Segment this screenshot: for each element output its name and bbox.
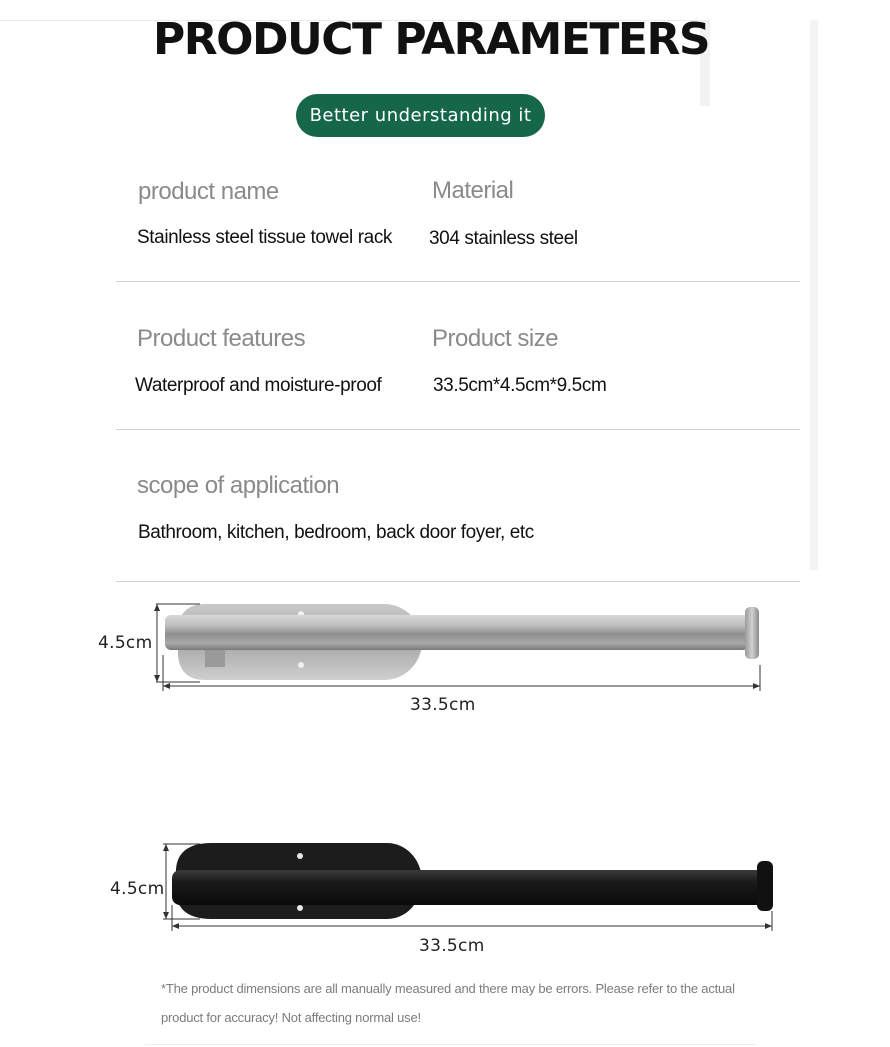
param-value-product-name: Stainless steel tissue towel rack — [137, 227, 393, 248]
param-value-features: Waterproof and moisture-proof — [135, 375, 382, 396]
width-dimension-label: 33.5cm — [410, 695, 476, 715]
height-dimension-label: 4.5cm — [98, 633, 153, 653]
page-title: PRODUCT PARAMETERS — [152, 14, 710, 65]
param-label-size: Product size — [432, 325, 559, 352]
disclaimer-line-1: *The product dimensions are all manually measured and there may be errors. Please refer to the actual — [161, 981, 735, 996]
disclaimer-line-2: product for accuracy! Not affecting normal use! — [161, 1010, 421, 1025]
param-label-material: Material — [432, 177, 514, 204]
width-dimension-label: 33.5cm — [419, 936, 485, 956]
rod — [165, 615, 749, 650]
end-cap — [757, 861, 773, 911]
rod — [172, 870, 764, 905]
param-value-size: 33.5cm*4.5cm*9.5cm — [433, 375, 607, 396]
param-value-material: 304 stainless steel — [429, 228, 578, 249]
height-dimension-label: 4.5cm — [110, 879, 165, 899]
divider — [116, 281, 800, 282]
divider — [145, 1044, 755, 1045]
divider — [116, 429, 800, 430]
param-label-product-name: product name — [138, 178, 279, 205]
subtitle-badge: Better understanding it — [296, 94, 545, 137]
end-cap — [745, 607, 759, 659]
decorative-line — [810, 20, 818, 570]
param-label-scope: scope of application — [137, 472, 340, 499]
param-value-scope: Bathroom, kitchen, bedroom, back door foyer, etc — [138, 522, 534, 543]
divider — [116, 581, 800, 582]
param-label-features: Product features — [137, 325, 306, 352]
